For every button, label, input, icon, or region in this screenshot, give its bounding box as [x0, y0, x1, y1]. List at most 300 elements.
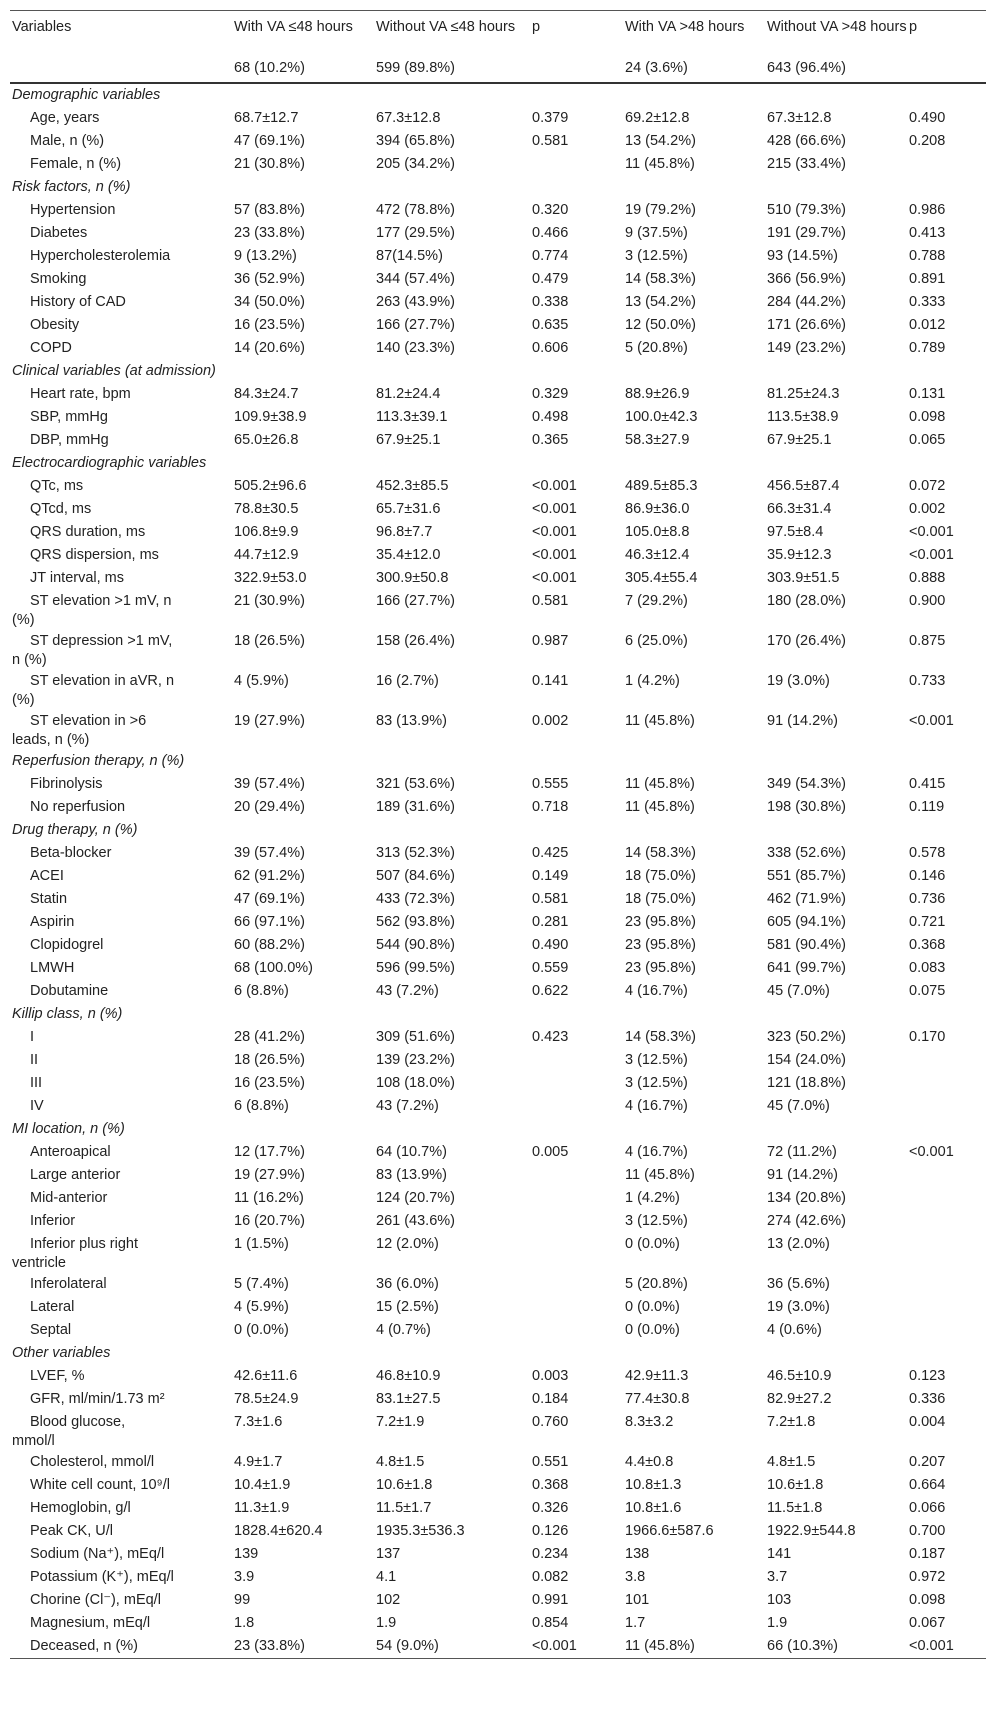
table-row — [10, 1072, 986, 1095]
table-cell: 3.9 — [234, 1569, 255, 1585]
table-cell: 0.141 — [532, 673, 569, 689]
table-cell: 0.336 — [909, 1391, 946, 1407]
table-cell: 205 (34.2%) — [376, 156, 455, 172]
table-row — [10, 291, 986, 314]
table-cell: 103 — [767, 1592, 792, 1608]
table-cell — [530, 1072, 623, 1095]
table-cell: 124 (20.7%) — [376, 1190, 455, 1206]
table-cell: 12 (17.7%) — [234, 1144, 305, 1160]
section-title: Drug therapy, n (%) — [12, 822, 138, 838]
row-label — [10, 1411, 232, 1451]
row-label: COPD — [30, 340, 72, 356]
row-label-line: leads, n (%) — [12, 732, 90, 748]
table-header — [10, 11, 986, 84]
table-cell: 108 (18.0%) — [376, 1075, 455, 1091]
row-label: DBP, mmHg — [30, 432, 109, 448]
table-cell: 0.066 — [909, 1500, 946, 1516]
table-cell: 489.5±85.3 — [625, 478, 698, 494]
table-cell: 1922.9±544.8 — [767, 1523, 856, 1539]
table-row — [10, 1319, 986, 1342]
table-cell: 0.581 — [532, 891, 569, 907]
table-cell: 96.8±7.7 — [376, 524, 433, 540]
table-cell: 1.9 — [376, 1615, 397, 1631]
table-cell: 43 (7.2%) — [376, 983, 439, 999]
row-label: Hypertension — [30, 202, 116, 218]
table-cell: 23 (95.8%) — [625, 914, 696, 930]
table-cell: 456.5±87.4 — [767, 478, 840, 494]
table-cell: 113.3±39.1 — [376, 409, 448, 425]
table-cell: 35.9±12.3 — [767, 547, 832, 563]
table-cell: 1966.6±587.6 — [625, 1523, 714, 1539]
table-cell: 4.8±1.5 — [767, 1454, 816, 1470]
table-cell: 0.622 — [532, 983, 569, 999]
table-cell: 4.4±0.8 — [625, 1454, 674, 1470]
table-cell: 166 (27.7%) — [376, 317, 455, 333]
table-cell: 0.075 — [909, 983, 946, 999]
table-row — [10, 1520, 986, 1543]
table-cell: 99 — [234, 1592, 251, 1608]
table-cell: 0.466 — [532, 225, 569, 241]
table-cell: 3 (12.5%) — [625, 1075, 688, 1091]
table-cell: 87(14.5%) — [376, 248, 443, 264]
row-label: JT interval, ms — [30, 570, 125, 586]
section-header-row — [10, 360, 986, 383]
table-cell: 0.170 — [909, 1029, 946, 1045]
row-label: Aspirin — [30, 914, 75, 930]
row-label: Lateral — [30, 1299, 75, 1315]
table-row — [10, 406, 986, 429]
table-cell: 0.555 — [532, 776, 569, 792]
table-row — [10, 796, 986, 819]
table-cell: 28 (41.2%) — [234, 1029, 305, 1045]
table-cell: 6 (8.8%) — [234, 983, 289, 999]
table-cell: 0.581 — [532, 593, 569, 609]
table-cell: 88.9±26.9 — [625, 386, 690, 402]
section-title: Killip class, n (%) — [12, 1006, 123, 1022]
table-cell: 0.065 — [909, 432, 946, 448]
row-label: III — [30, 1075, 43, 1091]
table-cell: 18 (26.5%) — [234, 1052, 305, 1068]
table-body — [10, 83, 986, 1659]
table-cell: 91 (14.2%) — [767, 1167, 838, 1183]
table-cell: 84.3±24.7 — [234, 386, 299, 402]
table-cell: 0.184 — [532, 1391, 569, 1407]
table-cell: 46.3±12.4 — [625, 547, 690, 563]
table-cell — [530, 1164, 623, 1187]
table-cell: 11 (45.8%) — [623, 1635, 765, 1659]
table-cell — [907, 1049, 986, 1072]
table-cell: 9 (37.5%) — [625, 225, 688, 241]
table-cell: 11 (45.8%) — [625, 776, 695, 792]
table-cell: 66 (97.1%) — [234, 914, 305, 930]
table-cell: 0 (0.0%) — [625, 1322, 680, 1338]
table-row — [10, 1474, 986, 1497]
table-cell: 23 (95.8%) — [625, 960, 696, 976]
table-row — [10, 429, 986, 452]
row-label: Female, n (%) — [30, 156, 122, 172]
table-cell: 198 (30.8%) — [767, 799, 846, 815]
table-cell: 0.721 — [909, 914, 946, 930]
row-label: Obesity — [30, 317, 80, 333]
table-cell: 6 (8.8%) — [234, 1098, 289, 1114]
section-header-row — [10, 819, 986, 842]
table-cell: 322.9±53.0 — [234, 570, 307, 586]
table-cell: 505.2±96.6 — [234, 478, 307, 494]
table-cell: 11 (45.8%) — [625, 713, 695, 729]
table-cell: 0.490 — [532, 937, 569, 953]
table-cell: 0 (0.0%) — [234, 1322, 289, 1338]
table-cell: 0.972 — [909, 1569, 946, 1585]
table-cell: 191 (29.7%) — [767, 225, 846, 241]
header-with-va-gt48: With VA >48 hours — [625, 19, 745, 35]
count-p-48 — [530, 57, 623, 83]
table-cell: 102 — [376, 1592, 401, 1608]
table-cell: 349 (54.3%) — [767, 776, 846, 792]
table-cell: 9 (13.2%) — [234, 248, 297, 264]
table-cell: 1828.4±620.4 — [234, 1523, 323, 1539]
table-cell: 0.774 — [532, 248, 569, 264]
row-label — [10, 670, 232, 710]
table-cell: 0.498 — [532, 409, 569, 425]
table-cell: 452.3±85.5 — [376, 478, 449, 494]
table-cell: 303.9±51.5 — [767, 570, 840, 586]
table-cell: 16 (23.5%) — [234, 1075, 305, 1091]
table-row — [10, 957, 986, 980]
table-cell: 45 (7.0%) — [767, 983, 830, 999]
table-cell: 0.365 — [532, 432, 569, 448]
table-cell: 154 (24.0%) — [767, 1052, 846, 1068]
table-cell: 0.368 — [909, 937, 946, 953]
table-cell: 309 (51.6%) — [376, 1029, 455, 1045]
table-cell: 11.5±1.7 — [376, 1500, 432, 1516]
row-label: Large anterior — [30, 1167, 121, 1183]
header-variables: Variables — [12, 19, 72, 35]
table-cell: 507 (84.6%) — [376, 868, 455, 884]
table-cell: 263 (43.9%) — [376, 294, 455, 310]
table-cell: 137 — [376, 1546, 401, 1562]
table-cell: 101 — [625, 1592, 650, 1608]
section-header-row — [10, 83, 986, 107]
table-cell — [907, 1072, 986, 1095]
table-cell: 0.986 — [909, 202, 946, 218]
table-cell: 1.7 — [625, 1615, 646, 1631]
table-row — [10, 521, 986, 544]
table-cell: 6 (25.0%) — [625, 633, 688, 649]
table-cell: 65.0±26.8 — [234, 432, 299, 448]
section-title: Electrocardiographic variables — [12, 455, 207, 471]
section-title: Risk factors, n (%) — [12, 179, 131, 195]
table-row — [10, 1210, 986, 1233]
table-cell: 313 (52.3%) — [376, 845, 455, 861]
table-cell: 93 (14.5%) — [767, 248, 838, 264]
table-cell: 16 (2.7%) — [376, 673, 439, 689]
table-cell: 394 (65.8%) — [376, 133, 455, 149]
table-cell: 81.25±24.3 — [767, 386, 840, 402]
table-cell — [530, 1187, 623, 1210]
table-cell: 0.368 — [532, 1477, 569, 1493]
table-container — [10, 10, 986, 1659]
table-row — [10, 888, 986, 911]
count-without-va-48: 599 (89.8%) — [374, 57, 530, 83]
table-cell: 42.6±11.6 — [234, 1368, 298, 1384]
table-cell: 18 (75.0%) — [625, 891, 696, 907]
table-cell: <0.001 — [909, 547, 954, 563]
table-cell: 19 (3.0%) — [767, 673, 830, 689]
table-cell: 67.9±25.1 — [767, 432, 832, 448]
table-cell — [530, 1233, 623, 1273]
table-cell: <0.001 — [909, 524, 954, 540]
row-label: Cholesterol, mmol/l — [30, 1454, 155, 1470]
table-cell: 1.8 — [234, 1615, 255, 1631]
table-cell: 140 (23.3%) — [376, 340, 455, 356]
table-cell: <0.001 — [907, 1635, 986, 1659]
table-cell: 19 (27.9%) — [234, 713, 305, 729]
table-cell: 0.635 — [532, 317, 569, 333]
table-cell: 109.9±38.9 — [234, 409, 307, 425]
table-cell: 0.987 — [532, 633, 569, 649]
table-cell: 0.991 — [532, 1592, 569, 1608]
row-label: No reperfusion — [30, 799, 126, 815]
table-row — [10, 544, 986, 567]
table-cell: 97.5±8.4 — [767, 524, 824, 540]
table-cell: 0.098 — [909, 1592, 946, 1608]
row-label: Beta-blocker — [30, 845, 112, 861]
table-cell: 121 (18.8%) — [767, 1075, 846, 1091]
header-p-48: p — [532, 19, 541, 35]
table-cell: 0.875 — [909, 633, 946, 649]
table-cell: 4 (0.7%) — [376, 1322, 431, 1338]
table-cell: 42.9±11.3 — [625, 1368, 689, 1384]
table-cell: 0.789 — [909, 340, 946, 356]
table-cell: 39 (57.4%) — [234, 776, 305, 792]
table-cell: 0.664 — [909, 1477, 946, 1493]
table-cell: 462 (71.9%) — [767, 891, 846, 907]
table-row — [10, 773, 986, 796]
table-cell: 36 (52.9%) — [234, 271, 305, 287]
table-cell: 11.5±1.8 — [767, 1500, 823, 1516]
table-cell: 77.4±30.8 — [625, 1391, 690, 1407]
table-cell — [907, 1233, 986, 1273]
table-cell: 321 (53.6%) — [376, 776, 455, 792]
header-without-va-gt48: Without VA >48 hours — [767, 19, 907, 35]
row-label-line: ST depression >1 mV, — [30, 633, 173, 649]
table-row — [10, 199, 986, 222]
table-cell: 106.8±9.9 — [234, 524, 299, 540]
row-label: Mid-anterior — [30, 1190, 108, 1206]
table-cell: 14 (58.3%) — [625, 271, 696, 287]
table-cell: 46.8±10.9 — [376, 1368, 441, 1384]
table-cell: 0.425 — [532, 845, 569, 861]
table-cell: 66.3±31.4 — [767, 501, 832, 517]
table-cell: 21 (30.8%) — [234, 156, 305, 172]
row-label-line: ST elevation in >6 — [30, 713, 147, 729]
table-cell: 189 (31.6%) — [376, 799, 455, 815]
table-row — [10, 314, 986, 337]
table-cell: 544 (90.8%) — [376, 937, 455, 953]
table-cell: 20 (29.4%) — [234, 799, 305, 815]
table-cell: 0.326 — [532, 1500, 569, 1516]
table-cell: 0.002 — [909, 501, 946, 517]
table-cell: 4.9±1.7 — [234, 1454, 283, 1470]
table-cell: 82.9±27.2 — [767, 1391, 832, 1407]
row-label: SBP, mmHg — [30, 409, 108, 425]
table-cell: 428 (66.6%) — [767, 133, 846, 149]
row-label — [10, 1233, 232, 1273]
table-cell — [530, 1210, 623, 1233]
table-row — [10, 498, 986, 521]
table-cell: 0.207 — [909, 1454, 946, 1470]
table-cell: 0.012 — [909, 317, 946, 333]
table-row — [10, 107, 986, 130]
table-cell: 36 (5.6%) — [767, 1276, 830, 1292]
table-row — [10, 337, 986, 360]
row-label: Heart rate, bpm — [30, 386, 131, 402]
table-row — [10, 1543, 986, 1566]
header-without-va-48: Without VA ≤48 hours — [376, 19, 516, 35]
table-row — [10, 1388, 986, 1411]
header-counts-row — [10, 57, 986, 83]
row-label-line: Blood glucose, — [30, 1414, 126, 1430]
table-cell — [907, 1319, 986, 1342]
table-cell: 0.891 — [909, 271, 946, 287]
table-cell: 86.9±36.0 — [625, 501, 690, 517]
row-label: II — [30, 1052, 39, 1068]
table-cell: 91 (14.2%) — [767, 713, 838, 729]
row-label: GFR, ml/min/1.73 m² — [30, 1391, 165, 1407]
table-cell: 10.4±1.9 — [234, 1477, 291, 1493]
section-title: Clinical variables (at admission) — [12, 363, 216, 379]
section-title: Other variables — [12, 1345, 111, 1361]
table-cell: 284 (44.2%) — [767, 294, 846, 310]
table-cell: 0.187 — [909, 1546, 946, 1562]
table-cell: 78.5±24.9 — [234, 1391, 299, 1407]
table-cell: 10.6±1.8 — [376, 1477, 433, 1493]
table-cell: 105.0±8.8 — [625, 524, 690, 540]
table-cell: 139 (23.2%) — [376, 1052, 455, 1068]
table-cell: 0.320 — [532, 202, 569, 218]
table-cell: 72 (11.2%) — [767, 1144, 837, 1160]
row-label-line: (%) — [12, 612, 35, 628]
table-cell: 14 (20.6%) — [234, 340, 305, 356]
table-cell: 0.119 — [909, 799, 945, 815]
table-cell: 4.8±1.5 — [376, 1454, 425, 1470]
table-cell: 0.888 — [909, 570, 946, 586]
table-row — [10, 980, 986, 1003]
table-row — [10, 1451, 986, 1474]
section-title: Demographic variables — [12, 87, 161, 103]
header-row — [10, 11, 986, 58]
table-cell — [907, 1273, 986, 1296]
table-cell: 3.8 — [625, 1569, 646, 1585]
table-cell: 14 (58.3%) — [625, 1029, 696, 1045]
table-cell: 10.8±1.6 — [625, 1500, 682, 1516]
table-cell: 23 (33.8%) — [232, 1635, 374, 1659]
section-header-row — [10, 176, 986, 199]
table-cell: 0.490 — [909, 110, 946, 126]
table-cell: 4.1 — [376, 1569, 397, 1585]
table-cell: 23 (95.8%) — [625, 937, 696, 953]
row-label: Inferolateral — [30, 1276, 107, 1292]
table-cell: 0.281 — [532, 914, 569, 930]
table-cell: 0.733 — [909, 673, 946, 689]
row-label: Anteroapical — [30, 1144, 111, 1160]
section-header-row — [10, 1342, 986, 1365]
table-cell: 177 (29.5%) — [376, 225, 455, 241]
section-header-row — [10, 1003, 986, 1026]
table-row — [10, 911, 986, 934]
table-cell: 158 (26.4%) — [376, 633, 455, 649]
table-cell: 16 (23.5%) — [234, 317, 305, 333]
table-cell: <0.001 — [530, 1635, 623, 1659]
table-cell: 43 (7.2%) — [376, 1098, 439, 1114]
table-row — [10, 1187, 986, 1210]
table-row — [10, 1141, 986, 1164]
table-cell: 641 (99.7%) — [767, 960, 846, 976]
table-cell: 1.9 — [767, 1615, 788, 1631]
row-label — [10, 710, 232, 750]
table-cell: 47 (69.1%) — [234, 891, 305, 907]
header-p-gt48: p — [909, 19, 918, 35]
table-cell: 13 (54.2%) — [625, 294, 696, 310]
table-row — [10, 475, 986, 498]
table-cell: 4 (16.7%) — [625, 1098, 688, 1114]
table-row — [10, 1612, 986, 1635]
count-p-gt48 — [907, 57, 986, 83]
table-cell: 3 (12.5%) — [625, 248, 688, 264]
row-label-line: (%) — [12, 692, 35, 708]
table-cell: 366 (56.9%) — [767, 271, 846, 287]
table-row — [10, 1233, 986, 1273]
table-cell: 170 (26.4%) — [767, 633, 846, 649]
table-cell — [530, 1095, 623, 1118]
table-cell: 171 (26.6%) — [767, 317, 846, 333]
row-label: White cell count, 10⁹/l — [30, 1477, 170, 1493]
section-header-row — [10, 750, 986, 773]
table-cell: 0.146 — [909, 868, 946, 884]
table-row — [10, 630, 986, 670]
table-row — [10, 710, 986, 750]
table-row — [10, 865, 986, 888]
table-cell: 81.2±24.4 — [376, 386, 441, 402]
table-cell: 0.581 — [532, 133, 569, 149]
table-cell: 4 (16.7%) — [625, 983, 688, 999]
row-label: QRS dispersion, ms — [30, 547, 159, 563]
header-with-va-48: With VA ≤48 hours — [234, 19, 353, 35]
table-cell: <0.001 — [909, 1144, 954, 1160]
table-cell: 139 — [234, 1546, 259, 1562]
table-cell: 141 — [767, 1546, 792, 1562]
row-label: Hypercholesterolemia — [30, 248, 171, 264]
table-cell: 3 (12.5%) — [625, 1052, 688, 1068]
table-row — [10, 842, 986, 865]
row-label: Male, n (%) — [30, 133, 105, 149]
table-cell: 0.423 — [532, 1029, 569, 1045]
row-label — [10, 590, 232, 630]
table-cell: 5 (7.4%) — [234, 1276, 289, 1292]
table-cell: 1 (4.2%) — [625, 1190, 680, 1206]
row-label: Peak CK, U/l — [30, 1523, 113, 1539]
section-title: Reperfusion therapy, n (%) — [12, 753, 185, 769]
table-cell: 0.559 — [532, 960, 569, 976]
row-label: Statin — [30, 891, 68, 907]
row-label: QTc, ms — [30, 478, 84, 494]
table-cell: <0.001 — [532, 501, 577, 517]
table-cell: 68.7±12.7 — [234, 110, 299, 126]
table-cell: 0.208 — [909, 133, 946, 149]
table-cell: 54 (9.0%) — [374, 1635, 530, 1659]
row-label-line: n (%) — [12, 652, 47, 668]
table-cell: 0 (0.0%) — [625, 1236, 680, 1252]
